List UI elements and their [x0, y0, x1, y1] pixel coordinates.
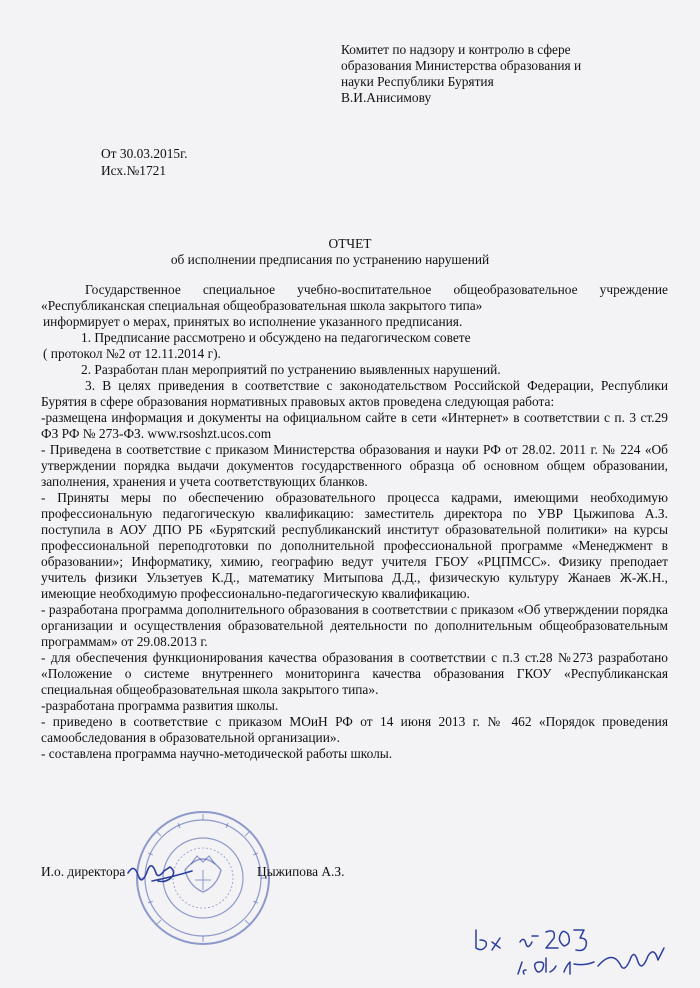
measure-item: - для обеспечения функционирования качества образования в соответствии с п.3 ст.28 №273 разработано «Положение о системе внутреннего мониторинга качества образования ГКОУ «Республиканская специальная общеобразовательная школа закрытого типа».	[41, 650, 668, 697]
recipient-block	[341, 42, 641, 106]
signature-block	[41, 864, 441, 880]
item-1: 1. Предписание рассмотрено и обсуждено на педагогическом совете	[81, 330, 471, 345]
intro-paragraph-2: информирует о мерах, принятых во исполнение указанного предписания.	[43, 314, 463, 329]
signer-name: Цыжипова А.З.	[257, 864, 345, 879]
measure-item: - приведено в соответствие с приказом МОиН РФ от 14 июня 2013 г. № 462 «Порядок проведения самообследования в образовательной организации».	[41, 714, 668, 745]
recipient-line: Комитет по надзору и контролю в сфере	[341, 42, 571, 57]
outgoing-number: Исх.№1721	[101, 163, 167, 178]
measure-item: -разработана программа развития школы.	[41, 698, 279, 713]
recipient-line: образования Министерства образования и	[341, 58, 582, 73]
measure-item: - составлена программа научно-методической работы школы.	[41, 746, 393, 761]
document-subtitle: об исполнении предписания по устранению нарушений	[170, 252, 490, 267]
handwritten-signature-icon	[122, 855, 212, 895]
measure-item: - Приведена в соответствие с приказом Министерства образования и науки РФ от 28.02. 2011 г. № 224 «Об утверждении порядка выдачи документов государственного образца об основном общем образовании, заполнения, хранения и учета соответствующих бланков.	[41, 442, 668, 489]
item-2: 2. Разработан план мероприятий по устранению выявленных нарушений.	[81, 362, 501, 377]
item-1-protocol: ( протокол №2 от 12.11.2014 г).	[43, 346, 221, 361]
recipient-line: В.И.Анисимову	[341, 90, 432, 105]
recipient-line: науки Республики Бурятия	[341, 74, 494, 89]
measure-item: -размещена информация и документы на официальном сайте в сети «Интернет» в соответствии с п. 3 ст.29 ФЗ РФ № 273-ФЗ. www.rsoshzt.ucos.com	[41, 410, 668, 441]
document-title: ОТЧЕТ	[328, 236, 372, 251]
measure-item: - Приняты меры по обеспечению образовательного процесса кадрами, имеющими необходимую профессиональную педагогическую квалификацию: заместитель директора по УВР Цыжипова А.З. поступила в АОУ ДПО РБ «Бурятский республиканский институт образовательной политики» на курсы профессиональной переподготовки по дополнительной профессиональной программе «Менеджмент в образовании»; Информатику, химию, географию ведут учителя ГБОУ «РЦПМСС». Физику преподает учитель физики Ульзетуев К.Д., математику Митыпова Д.Д., физическую культуру Жанаев Ж-Ж.Н., имеющие необходимую профессионально-педагогическую квалификацию.	[41, 490, 668, 601]
report-body	[41, 282, 668, 762]
signer-role: И.о. директора	[41, 864, 126, 879]
outgoing-reference	[101, 145, 187, 179]
measure-item: - разработана программа дополнительного образования в соответствии с приказом «Об утверждении порядка организации и осуществления образовательной деятельности по дополнительным общеобразовательным программам» от 29.08.2013 г.	[41, 602, 668, 649]
handwritten-registration-note-icon	[470, 908, 690, 980]
outgoing-date: От 30.03.2015г.	[101, 146, 188, 161]
intro-paragraph: Государственное специальное учебно-воспитательное общеобразовательное учреждение «Республиканская специальная общеобразовательная школа закрытого типа»	[41, 282, 668, 313]
item-3: 3. В целях приведения в соответствие с законодательством Российской Федерации, Республики Бурятия в сфере образования нормативных правовых актов проведена следующая работа:	[41, 378, 668, 409]
